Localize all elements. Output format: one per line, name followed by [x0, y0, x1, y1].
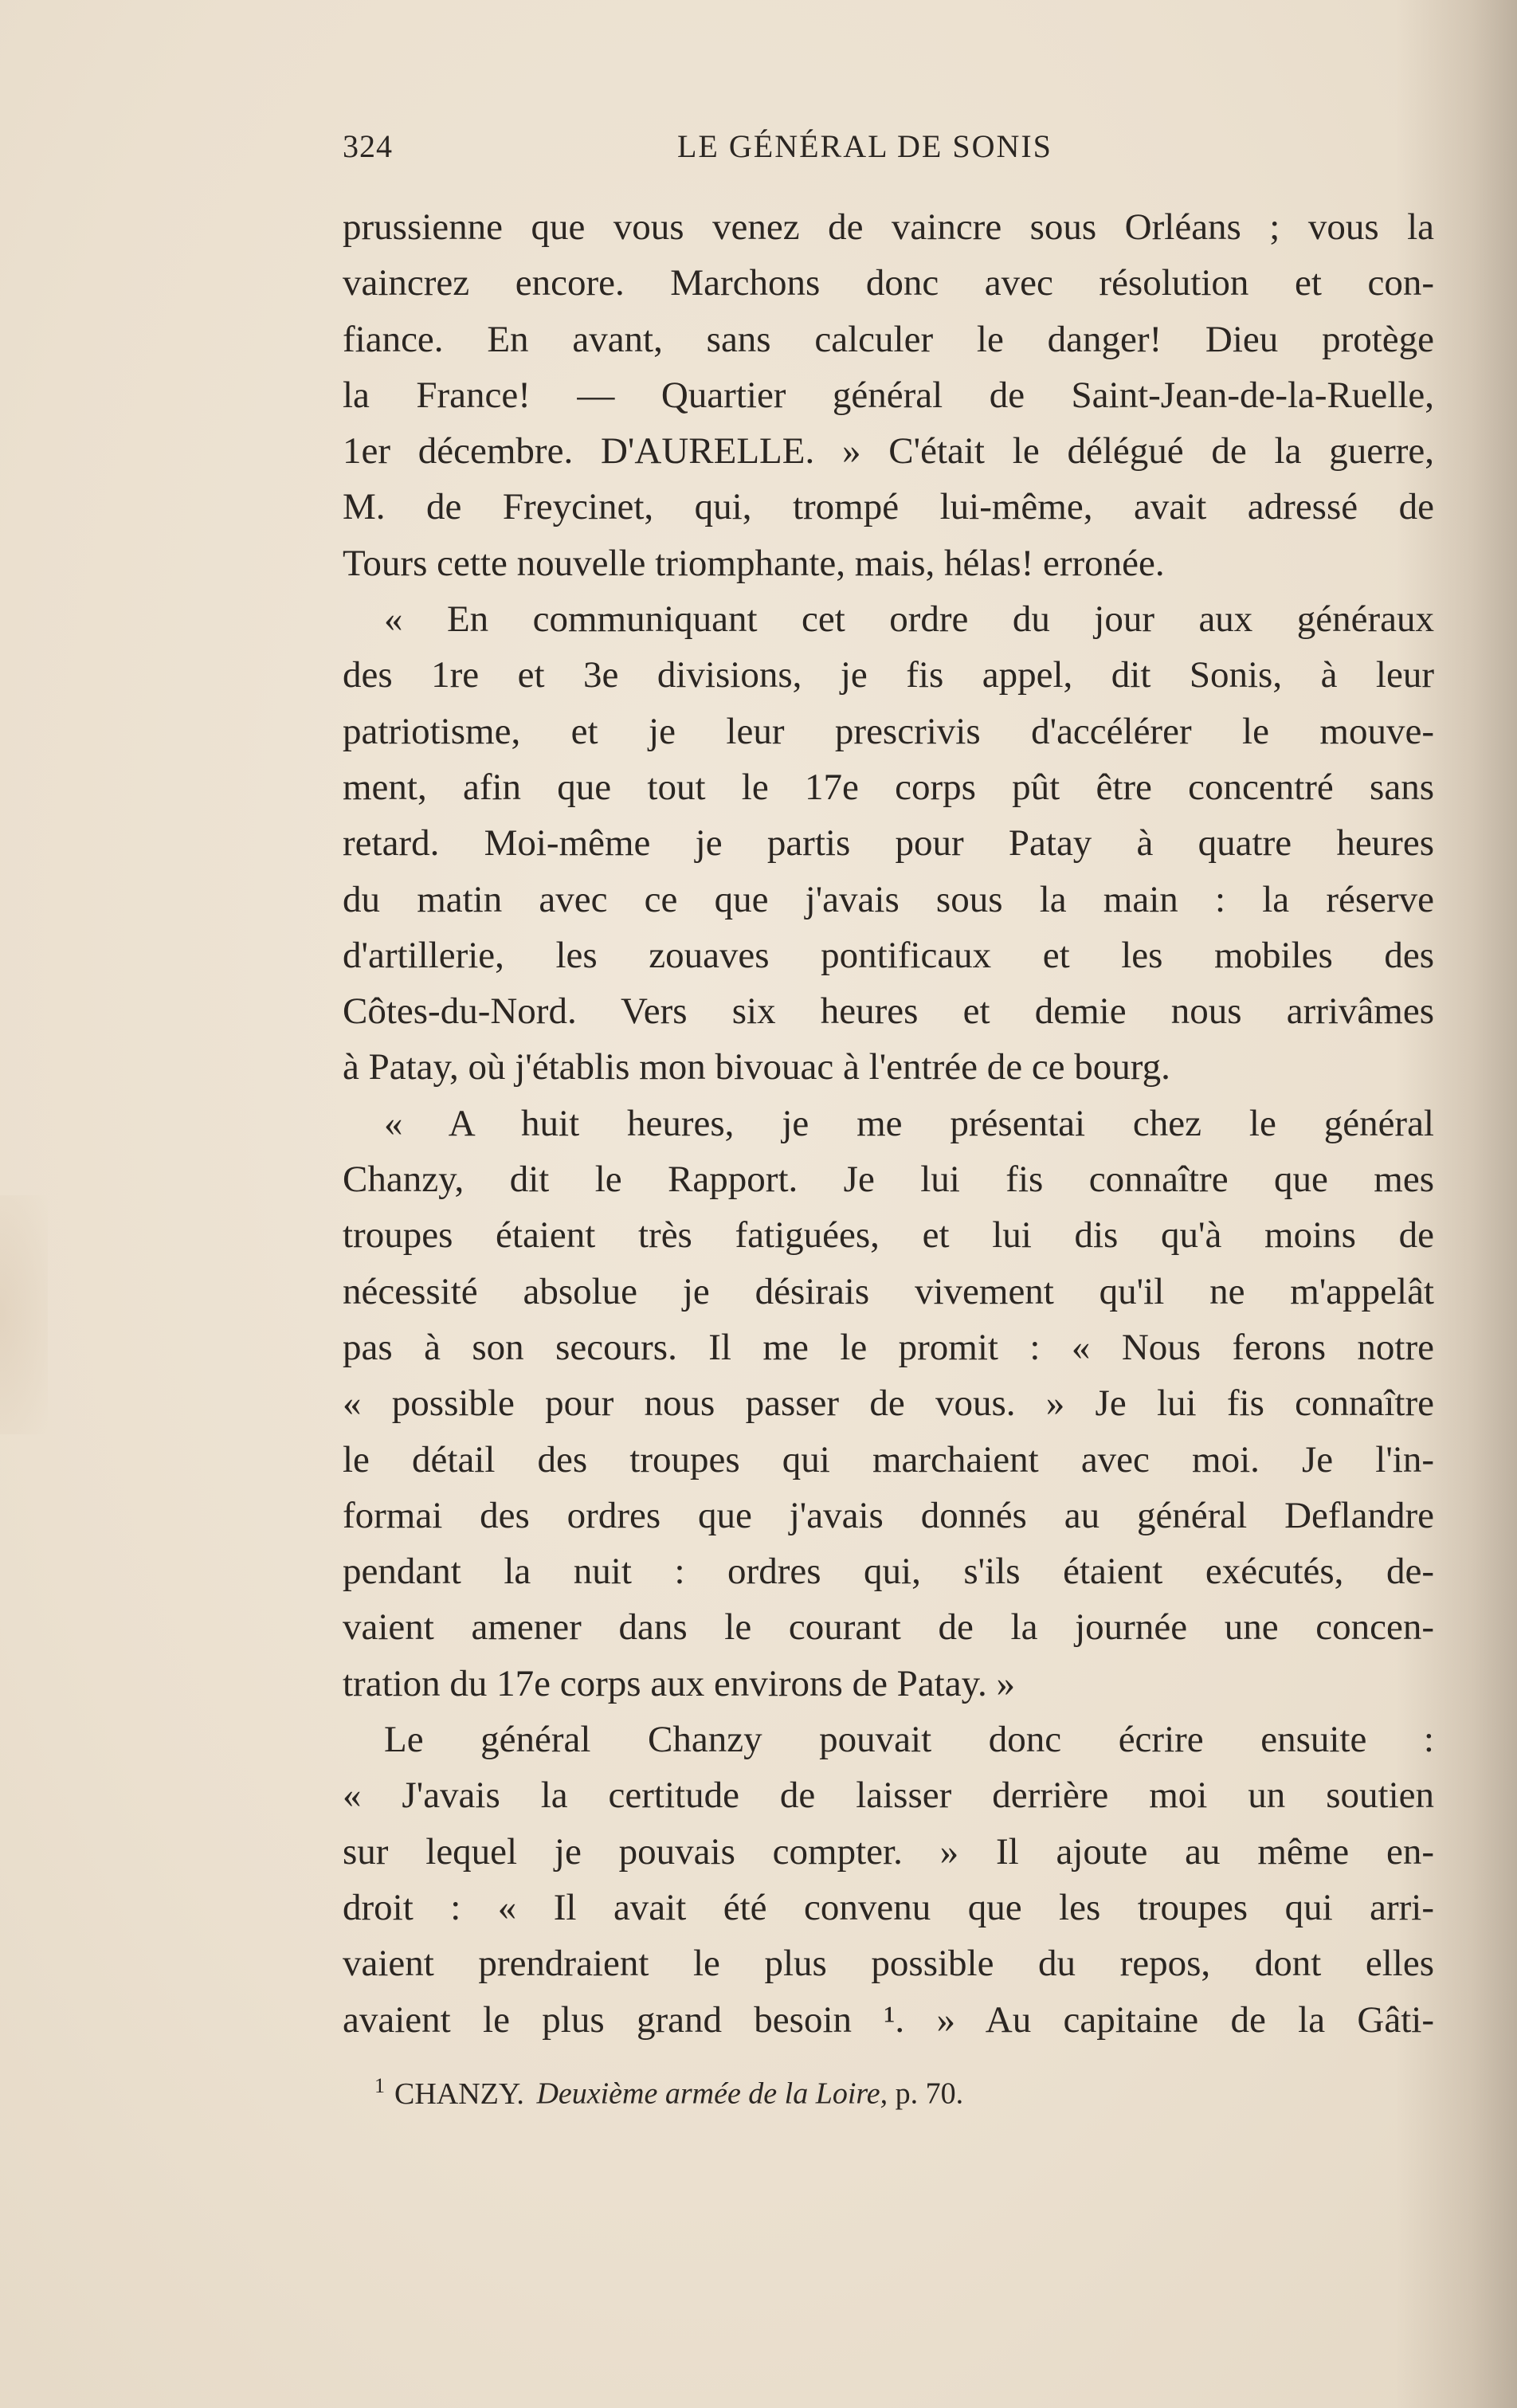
text-line: pendant la nuit : ordres qui, s'ils étaient exécutés, de-	[343, 1551, 1434, 1593]
text-line: formai des ordres que j'avais donnés au général Deflandre	[343, 1494, 1434, 1536]
paper-stain	[0, 1195, 48, 1434]
text-line: tration du 17e corps aux environs de Patay. »	[343, 1662, 1016, 1704]
text-line: prussienne que vous venez de vaincre sous Orléans ; vous la	[343, 206, 1434, 248]
footnote-work: Deuxième armée de la Loire,	[536, 2077, 888, 2111]
text-line: avaient le plus grand besoin ¹. » Au capitaine de la Gâti-	[343, 1998, 1434, 2041]
text-line: Chanzy, dit le Rapport. Je lui fis connaître que mes	[343, 1159, 1434, 1201]
page-number: 324	[343, 128, 393, 164]
text-line: sur lequel je pouvais compter. » Il ajoute au même en-	[343, 1830, 1434, 1873]
text-line: droit : « Il avait été convenu que les troupes qui arri-	[343, 1886, 1434, 1928]
running-title: LE GÉNÉRAL DE SONIS	[677, 128, 1052, 164]
text-line: retard. Moi-même je partis pour Patay à quatre heures	[343, 822, 1434, 865]
text-line: vaincrez encore. Marchons donc avec résolution et con-	[343, 262, 1434, 304]
text-line: « A huit heures, je me présentai chez le général	[384, 1102, 1434, 1144]
text-line: M. de Freycinet, qui, trompé lui-même, avait adressé de	[343, 486, 1434, 528]
footnote	[374, 2062, 1434, 2118]
text-line: Le général Chanzy pouvait donc écrire ensuite :	[384, 1719, 1434, 1761]
text-line: fiance. En avant, sans calculer le danger! Dieu protège	[343, 318, 1434, 360]
text-line: ment, afin que tout le 17e corps pût être concentré sans	[343, 766, 1434, 808]
text-line: « En communiquant cet ordre du jour aux généraux	[384, 598, 1434, 641]
body-text	[343, 199, 1434, 2048]
text-line: vaient amener dans le courant de la journée une concen-	[343, 1606, 1434, 1649]
text-line: nécessité absolue je désirais vivement qu'il ne m'appelât	[343, 1270, 1434, 1312]
text-line: 1er décembre. D'AURELLE. » C'était le délégué de la guerre,	[343, 430, 1434, 473]
footnote-page: p. 70.	[895, 2077, 964, 2111]
text-line: d'artillerie, les zouaves pontificaux et les mobiles des	[343, 934, 1434, 976]
footnote-author: CHANZY.	[394, 2077, 524, 2111]
footnote-mark: 1	[374, 2074, 385, 2097]
text-line: Tours cette nouvelle triomphante, mais, hélas! erronée.	[343, 542, 1165, 584]
text-line: troupes étaient très fatiguées, et lui dis qu'à moins de	[343, 1214, 1434, 1257]
text-line: « J'avais la certitude de laisser derrière moi un soutien	[343, 1775, 1434, 1817]
text-line: patriotisme, et je leur prescrivis d'accélérer le mouve-	[343, 710, 1434, 752]
text-line: du matin avec ce que j'avais sous la main : la réserve	[343, 878, 1434, 920]
text-line: pas à son secours. Il me le promit : « Nous ferons notre	[343, 1326, 1434, 1368]
text-line: vaient prendraient le plus possible du repos, dont elles	[343, 1943, 1434, 1985]
text-line: « possible pour nous passer de vous. » Je lui fis connaître	[343, 1382, 1434, 1425]
page-header	[343, 127, 1434, 175]
text-line: à Patay, où j'établis mon bivouac à l'entrée de ce bourg.	[343, 1046, 1170, 1088]
text-line: le détail des troupes qui marchaient avec moi. Je l'in-	[343, 1438, 1434, 1480]
text-line: des 1re et 3e divisions, je fis appel, dit Sonis, à leur	[343, 654, 1434, 696]
text-line: la France! — Quartier général de Saint-Jean-de-la-Ruelle,	[343, 374, 1434, 416]
text-line: Côtes-du-Nord. Vers six heures et demie nous arrivâmes	[343, 990, 1434, 1033]
